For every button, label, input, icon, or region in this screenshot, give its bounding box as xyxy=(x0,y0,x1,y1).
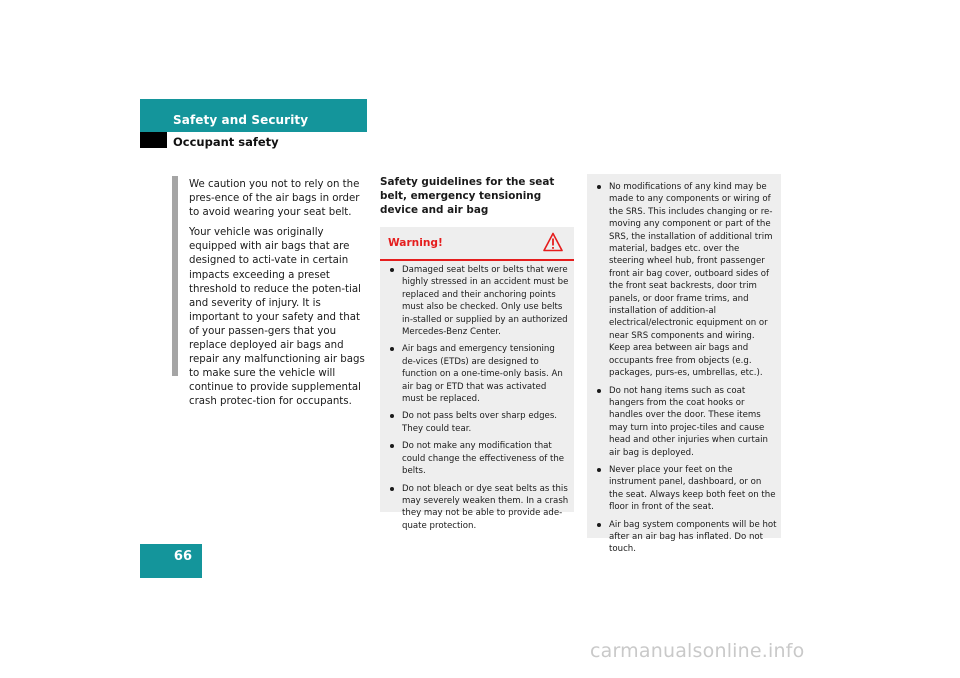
continued-warning-box xyxy=(587,174,781,555)
section-header-title: Safety and Security xyxy=(173,113,309,127)
left-column-rule xyxy=(172,176,178,376)
bullet-icon xyxy=(390,444,394,448)
bullet-icon xyxy=(597,523,601,527)
list-item-text: Never place your feet on the instrument panel, dashboard, or on the seat. Always keep both feet on the floor in front of the seat. xyxy=(609,464,776,513)
bullet-icon xyxy=(390,487,394,491)
list-item xyxy=(388,440,570,477)
warning-title: Warning! xyxy=(388,237,443,249)
left-column-text xyxy=(189,178,369,416)
list-item xyxy=(388,483,570,533)
list-item-text: Damaged seat belts or belts that were highly stressed in an accident must be replaced and their anchoring points must also be checked. Only use belts in-stalled or supplied by an authorized Mercedes-Benz Center. xyxy=(402,265,569,338)
page-number-box xyxy=(140,544,202,578)
list-item xyxy=(595,464,777,514)
list-item xyxy=(595,385,777,459)
header-marker xyxy=(140,132,167,148)
list-item-text: Do not hang items such as coat hangers from the coat hooks or handles over the door. These items may turn into projec-tiles and cause head and other injuries when curtain air bag is deployed. xyxy=(609,385,768,458)
bullet-icon xyxy=(597,389,601,393)
list-item-text: No modifications of any kind may be made to any components or wiring of the SRS. This includes changing or re-moving any component or part of the SRS, the installation of additional trim material, badges etc. over the steering wheel hub, front passenger front air bag cover, outboard sides of the front seat backrests, door trim panels, or door frame trims, and installation of addition-al electrical/electronic equipment on or near SRS components and wiring. Keep area between air bags and occupants free from objects (e.g. packages, purs-es, umbrellas, etc.). xyxy=(609,182,773,379)
continued-warning-list xyxy=(595,181,777,561)
list-item xyxy=(388,343,570,405)
list-item-text: Do not pass belts over sharp edges. They could tear. xyxy=(402,411,558,434)
list-item-text: Do not make any modification that could change the effectiveness of the belts. xyxy=(402,441,565,477)
section-header-subtitle: Occupant safety xyxy=(173,135,279,149)
watermark: carmanualsonline.info xyxy=(590,640,805,662)
bullet-icon xyxy=(390,268,394,272)
left-paragraph: We caution you not to rely on the pres-ence of the air bags in order to avoid wearing your seat belt. xyxy=(189,179,360,219)
left-paragraph: Your vehicle was originally equipped with air bags that are designed to acti-vate in certain impacts exceeding a preset threshold to reduce the poten-tial and severity of injury. It is important to your safety and that of your passen-gers that you replace deployed air bags and repair any malfunctioning air bags to make sure the vehicle will continue to provide supplemental crash protec-tion for occupants. xyxy=(189,227,365,408)
list-item xyxy=(595,181,777,380)
list-item-text: Air bags and emergency tensioning de-vices (ETDs) are designed to function on a one-time-only basis. An air bag or ETD that was activated must be replaced. xyxy=(402,344,563,405)
list-item xyxy=(595,519,777,556)
warning-list xyxy=(388,264,570,537)
page-number: 66 xyxy=(173,549,192,564)
bullet-icon xyxy=(597,185,601,189)
warning-triangle-icon xyxy=(543,232,563,252)
bullet-icon xyxy=(390,347,394,351)
list-item xyxy=(388,410,570,435)
list-item xyxy=(388,264,570,338)
list-item-text: Air bag system components will be hot after an air bag has inflated. Do not touch. xyxy=(609,519,777,555)
bullet-icon xyxy=(390,414,394,418)
warning-box xyxy=(380,227,574,531)
section-title: Safety guidelines for the seat belt, emergency tensioning device and air bag xyxy=(380,176,555,217)
warning-header xyxy=(380,227,574,261)
bullet-icon xyxy=(597,468,601,472)
list-item-text: Do not bleach or dye seat belts as this may severely weaken them. In a crash they may not be able to provide ade-quate protection. xyxy=(402,483,569,531)
